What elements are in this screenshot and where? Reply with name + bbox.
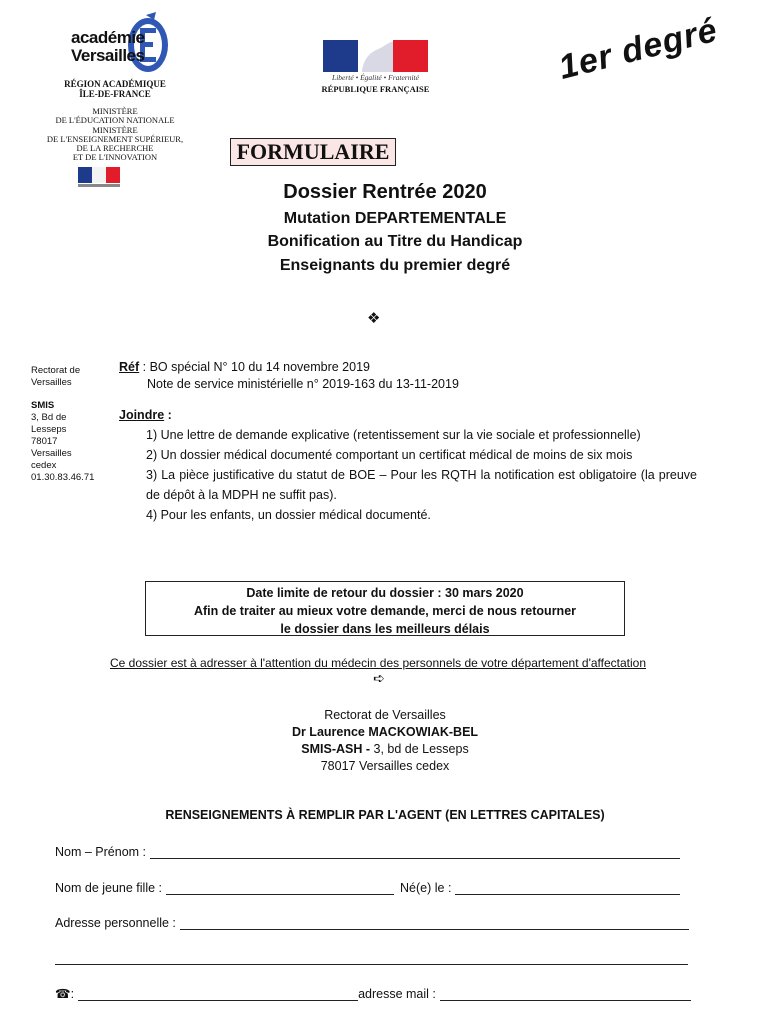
formulaire-heading: FORMULAIRE	[230, 138, 396, 166]
address-row	[55, 915, 689, 930]
sidebar-smis-phone: 01.30.83.46.71	[31, 472, 95, 483]
sidebar-smis-line: Versailles	[31, 448, 72, 459]
reference-label: Réf	[119, 360, 140, 374]
first-degree-stamp: 1er degré	[555, 10, 722, 87]
maiden-born-row	[55, 880, 680, 895]
address-field-line-2[interactable]	[55, 950, 688, 965]
join-list	[146, 425, 697, 525]
sidebar-smis-line: cedex	[31, 460, 57, 471]
deadline-line-2: Afin de traiter au mieux votre demande, merci de nous retourner	[193, 604, 577, 618]
join-label: Joindre	[119, 408, 165, 422]
republic-motto: Liberté • Égalité • Fraternité	[332, 73, 419, 82]
document-subtitle-2: Bonification au Titre du Handicap	[267, 233, 523, 250]
deadline-date: Date limite de retour du dossier : 30 mars 2020	[246, 586, 524, 600]
marianne-logo	[323, 40, 428, 72]
reference-block	[119, 359, 459, 393]
join-item: 4) Pour les enfants, un dossier médical documenté.	[146, 508, 431, 522]
document-title: Dossier Rentrée 2020	[283, 181, 487, 203]
reference-line-1: : BO spécial N° 10 du 14 novembre 2019	[139, 360, 370, 374]
join-item: 3) La pièce justificative du statut de BOE – Pour les RQTH la notification est obligatoire (la preuve de dépôt à la MDPH ne suffit pas).	[146, 468, 697, 502]
name-field[interactable]	[150, 844, 680, 859]
sidebar-smis-line: Lesseps	[31, 424, 67, 435]
recipient-street: 3, bd de Lesseps	[370, 742, 469, 756]
recipient-line-1: Rectorat de Versailles	[324, 708, 446, 722]
recipient-line-3	[0, 740, 770, 758]
join-colon: :	[164, 408, 172, 422]
sidebar-rectorat-line: Rectorat de	[31, 365, 81, 376]
marianne-profile-icon	[358, 40, 393, 72]
document-subtitle-3: Enseignants du premier degré	[279, 257, 511, 274]
reference-line-2: Note de service ministérielle n° 2019-163 du 13-11-2019	[147, 377, 459, 391]
ministry-line: DE L'ENSEIGNEMENT SUPÉRIEUR,	[46, 134, 184, 144]
sidebar-smis-line: 3, Bd de	[31, 412, 67, 423]
republic-name: RÉPUBLIQUE FRANÇAISE	[321, 84, 430, 94]
recipient-smis-label: SMIS-ASH -	[301, 742, 371, 756]
ministry-line: MINISTÈRE	[92, 125, 138, 135]
diamond-ornament-icon: ❖	[367, 310, 381, 327]
join-item: 2) Un dossier médical documenté comportant un certificat médical de moins de six mois	[146, 448, 633, 462]
address-note: Ce dossier est à adresser à l'attention du médecin des personnels de votre département d'affectation	[110, 656, 647, 670]
address-field[interactable]	[180, 915, 689, 930]
birth-date-field[interactable]	[455, 880, 680, 895]
maiden-name-field[interactable]	[166, 880, 394, 895]
email-label: adresse mail :	[358, 987, 436, 1001]
sidebar-smis-label: SMIS	[31, 400, 55, 411]
arrow-icon: ➪	[373, 670, 385, 686]
ministry-line: DE L'ÉDUCATION NATIONALE	[55, 115, 175, 125]
deadline-line-3: le dossier dans les meilleurs délais	[280, 622, 490, 636]
join-heading	[119, 405, 172, 425]
form-section-title: RENSEIGNEMENTS À REMPLIR PAR L'AGENT (EN LETTRES CAPITALES)	[165, 808, 605, 822]
sidebar-rectorat-line: Versailles	[31, 377, 72, 388]
name-label: Nom – Prénom :	[55, 845, 147, 859]
phone-icon: ☎	[55, 987, 71, 1001]
address-label: Adresse personnelle :	[55, 916, 176, 930]
sidebar-smis	[31, 400, 94, 484]
region-line-2: ÎLE-DE-FRANCE	[79, 89, 151, 99]
sidebar-smis-line: 78017	[31, 436, 58, 447]
birth-date-label: Né(e) le :	[400, 881, 452, 895]
recipient-doctor: Dr Laurence MACKOWIAK-BEL	[291, 725, 479, 739]
region-line-1: RÉGION ACADÉMIQUE	[64, 79, 166, 89]
ministry-line: MINISTÈRE	[92, 106, 138, 116]
email-field[interactable]	[440, 986, 691, 1001]
name-row	[55, 844, 680, 859]
sidebar-rectorat	[31, 365, 80, 389]
maiden-name-label: Nom de jeune fille :	[55, 881, 163, 895]
ministry-line: DE LA RECHERCHE	[76, 143, 154, 153]
deadline-box	[145, 581, 625, 636]
ministry-line: ET DE L'INNOVATION	[72, 152, 158, 162]
contact-row	[55, 986, 691, 1001]
academie-city-word: Versailles	[71, 46, 145, 65]
recipient-city: 78017 Versailles cedex	[320, 759, 450, 773]
join-item: 1) Une lettre de demande explicative (retentissement sur la vie sociale et professionnelle)	[146, 428, 641, 442]
document-subtitle-1: Mutation DEPARTEMENTALE	[283, 210, 507, 227]
phone-colon: :	[70, 987, 75, 1001]
phone-field[interactable]	[78, 986, 358, 1001]
academie-word: académie	[71, 28, 145, 47]
